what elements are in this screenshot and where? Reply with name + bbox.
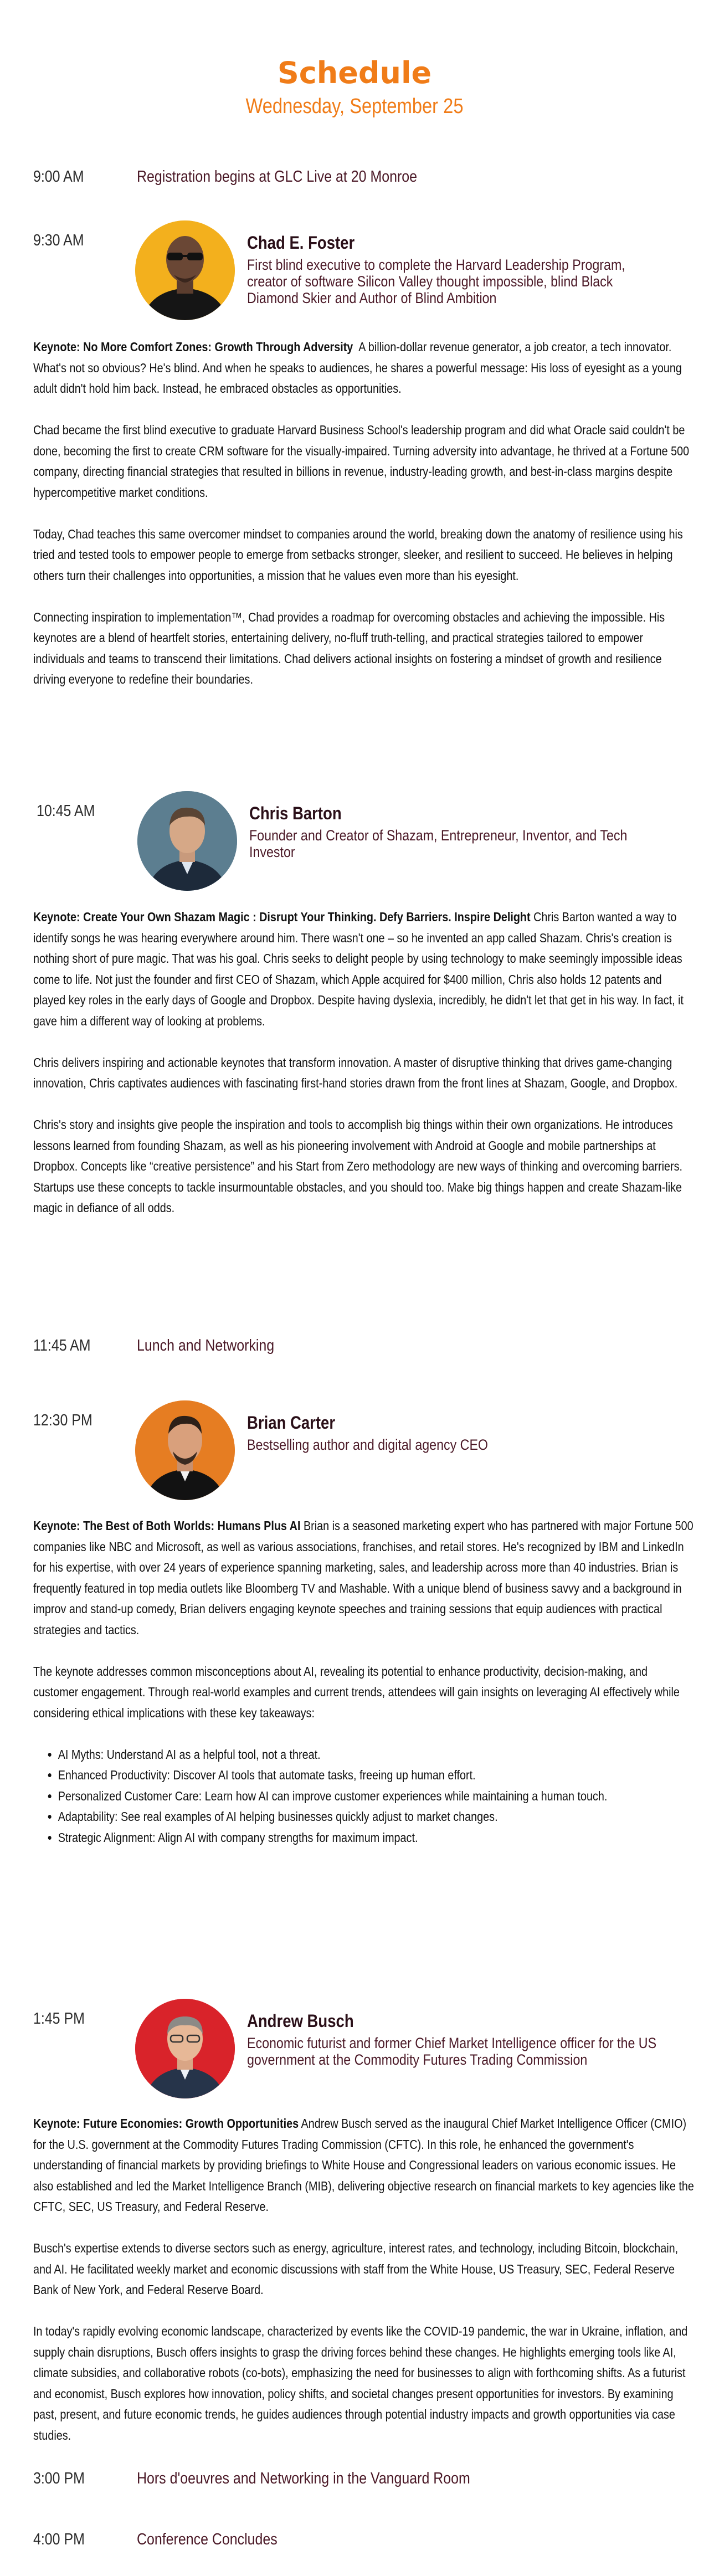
carter-bio bbox=[33, 1516, 695, 1848]
registration-time: 9:00 AM bbox=[33, 168, 84, 186]
foster-paragraph: Today, Chad teaches this same overcomer mindset to companies around the world, breaking down the anatomy of resilience using his tried and tested tools to empower people to emerge from setbacks stronger, sleeker, and resilient to succeed. He believes in helping others turn their challenges into opportunities, a mission that he values even more than his eyesight. bbox=[33, 526, 683, 583]
busch-name: Andrew Busch bbox=[247, 2011, 354, 2031]
lunch-text: Lunch and Networking bbox=[137, 1337, 275, 1354]
list-item: • Strategic Alignment: Align AI with company strengths for maximum impact. bbox=[58, 1828, 696, 1849]
concludes-text: Conference Concludes bbox=[137, 2531, 278, 2548]
list-item: • Enhanced Productivity: Discover AI tools that automate tasks, freeing up human effort. bbox=[58, 1765, 696, 1786]
barton-paragraph: Chris's story and insights give people the inspiration and tools to accomplish big things within their own organizations. He introduces lessons learned from founding Shazam, as well as his pioneering involvement with Android at Google and mobile partnerships at Dropbox. Concepts like “creative persistence” and his Start from Zero methodology are new ways of thinking and overcoming barriers. Startups use these concepts to tackle insurmountable obstacles, and you should too. Make big things happen and create Shazam-like magic in defiance of all odds. bbox=[33, 1117, 682, 1215]
busch-paragraph: In today's rapidly evolving economic landscape, characterized by events like the COVID-19 pandemic, the war in Ukraine, inflation, and supply chain disruptions, Busch offers insights to grasp the driving forces behind these changes. He highlights emerging tools like AI, climate subsidies, and collaborative robots (co-bots), emphasizing the need for businesses to align with forthcoming shifts. As a futurist and economist, Busch explores how innovation, policy shifts, and societal changes present opportunities for investors. By examining past, present, and future economic trends, he guides audiences through potential industry impacts and growth opportunities via case studies. bbox=[33, 2324, 688, 2442]
page-title: Schedule bbox=[277, 55, 432, 90]
foster-name: Chad E. Foster bbox=[247, 233, 355, 253]
barton-title: Founder and Creator of Shazam, Entrepreneur, Inventor, and Tech Investor bbox=[249, 827, 628, 860]
concludes-time: 4:00 PM bbox=[33, 2531, 85, 2548]
list-item: • AI Myths: Understand AI as a helpful tool, not a threat. bbox=[58, 1744, 696, 1766]
busch-keynote: Keynote: Future Economies: Growth Opportunities bbox=[33, 2116, 299, 2131]
busch-bio bbox=[33, 2113, 695, 2467]
hors-time: 3:00 PM bbox=[33, 2470, 85, 2487]
foster-paragraph: A billion-dollar revenue generator, a job creator, a tech innovator. What's not so obvious? He's blind. And when he speaks to audiences, he shares a powerful message: His loss of eyesight as a young adult didn't hold him back. Instead, he embraced obstacles as opportunities. bbox=[33, 340, 682, 396]
barton-keynote: Keynote: Create Your Own Shazam Magic : Disrupt Your Thinking. Defy Barriers. Inspire Delight bbox=[33, 910, 531, 924]
schedule-header bbox=[0, 55, 709, 118]
schedule-date: Wednesday, September 25 bbox=[245, 95, 464, 118]
carter-time: 12:30 PM bbox=[33, 1412, 93, 1429]
foster-bio bbox=[33, 337, 695, 711]
barton-name: Chris Barton bbox=[249, 803, 342, 823]
carter-takeaways bbox=[33, 1744, 695, 1849]
busch-paragraph: Busch's expertise extends to diverse sectors such as energy, agriculture, interest rates, and technology, including Bitcoin, blockchain, and AI. He facilitated weekly market and economic discussions with staff from the White House, US Treasury, SEC, Federal Reserve Bank of New York, and Federal Reserve Board. bbox=[33, 2241, 679, 2297]
busch-avatar bbox=[135, 1999, 235, 2098]
foster-avatar bbox=[135, 220, 235, 320]
foster-time: 9:30 AM bbox=[33, 232, 84, 249]
list-item: • Adaptability: See real examples of AI helping businesses quickly adjust to market changes. bbox=[58, 1807, 696, 1828]
barton-avatar bbox=[137, 791, 237, 891]
barton-bio bbox=[33, 907, 695, 1239]
hors-text: Hors d'oeuvres and Networking in the Vanguard Room bbox=[137, 2470, 470, 2487]
registration-text: Registration begins at GLC Live at 20 Monroe bbox=[137, 168, 418, 186]
carter-name: Brian Carter bbox=[247, 1413, 336, 1433]
foster-paragraph: Connecting inspiration to implementation™, Chad provides a roadmap for overcoming obstacles and achieving the impossible. His keynotes are a blend of heartfelt stories, entertaining delivery, no-fluff truth-telling, and practical strategies tailored to empower individuals and teams to transcend their limitations. Chad delivers actional insights on fostering a mindset of growth and resilience driving everyone to redefine their boundaries. bbox=[33, 609, 665, 686]
barton-paragraph: Chris Barton wanted a way to identify songs he was hearing everywhere around him. There wasn't one – so he invented an app called Shazam. Chris's creation is nothing short of pure magic. That was his goal. Chris seeks to delight people by using technology to make seemingly impossible ideas come to life. Not just the founder and first CEO of Shazam, which Apple acquired for $400 million, Chris also holds 12 patents and played key roles in the early days of Google and Dropbox. Despite having dyslexia, incredibly, he didn't let that get in his way. In fact, it gave him a different way of looking at problems. bbox=[33, 910, 684, 1028]
lunch-time: 11:45 AM bbox=[33, 1337, 91, 1354]
barton-paragraph: Chris delivers inspiring and actionable keynotes that transform innovation. A master of disruptive thinking that drives game-changing innovation, Chris captivates audiences with fascinating first-hand stories drawn from the front lines at Shazam, Google, and Dropbox. bbox=[33, 1055, 678, 1090]
foster-paragraph: Chad became the first blind executive to graduate Harvard Business School's leadership program and did what Oracle said couldn't be done, becoming the first to create CRM software for the visually-impaired. Turning adversity into advantage, he thrived at a Fortune 500 company, directing financial strategies that resulted in billions in revenue, industry-leading growth, and best-in-class margins despite hypercompetitive market conditions. bbox=[33, 423, 690, 500]
carter-paragraph: The keynote addresses common misconceptions about AI, revealing its potential to enhance productivity, decision-making, and customer engagement. Through real-world examples and current trends, attendees will gain insights on leveraging AI effectively while considering ethical implications with these key takeaways: bbox=[33, 1664, 680, 1720]
barton-time: 10:45 AM bbox=[37, 802, 95, 820]
carter-paragraph: Brian is a seasoned marketing expert who has partnered with major Fortune 500 companies like NBC and Microsoft, as well as various associations, franchises, and retail stores. He's recognized by IBM and LinkedIn for his expertise, with over 24 years of experience spanning marketing, sales, and leadership across more than 40 industries. Brian is frequently featured in top media outlets like Bloomberg TV and Mashable. With a unique blend of business savvy and a background in improv and stand-up comedy, Brian delivers engaging keynote speeches and training sessions that equip audiences with practical strategies and tactics. bbox=[33, 1518, 693, 1637]
carter-avatar bbox=[135, 1400, 235, 1500]
carter-keynote: Keynote: The Best of Both Worlds: Humans Plus AI bbox=[33, 1518, 301, 1533]
foster-title: First blind executive to complete the Harvard Leadership Program, creator of software Silicon Valley thought impossible, blind Black Diamond Skier and Author of Blind Ambition bbox=[247, 256, 625, 306]
list-item: • Personalized Customer Care: Learn how AI can improve customer experiences while maintaining a human touch. bbox=[58, 1786, 696, 1807]
busch-title: Economic futurist and former Chief Market Intelligence officer for the US government at the Commodity Futures Trading Commission bbox=[247, 2035, 657, 2068]
foster-keynote: Keynote: No More Comfort Zones: Growth Through Adversity bbox=[33, 340, 353, 354]
carter-title: Bestselling author and digital agency CEO bbox=[247, 1436, 488, 1453]
busch-paragraph: Andrew Busch served as the inaugural Chief Market Intelligence Officer (CMIO) for the U.S. government at the Commodity Futures Trading Commission (CFTC). In this role, he enhanced the government's understanding of financial markets by providing briefings to White House and Congressional leaders on various economic issues. He also established and led the Market Intelligence Branch (MIB), delivering objective research on financial markets to key agencies like the CFTC, SEC, US Treasury, and Federal Reserve. bbox=[33, 2116, 694, 2214]
busch-time: 1:45 PM bbox=[33, 2010, 85, 2028]
